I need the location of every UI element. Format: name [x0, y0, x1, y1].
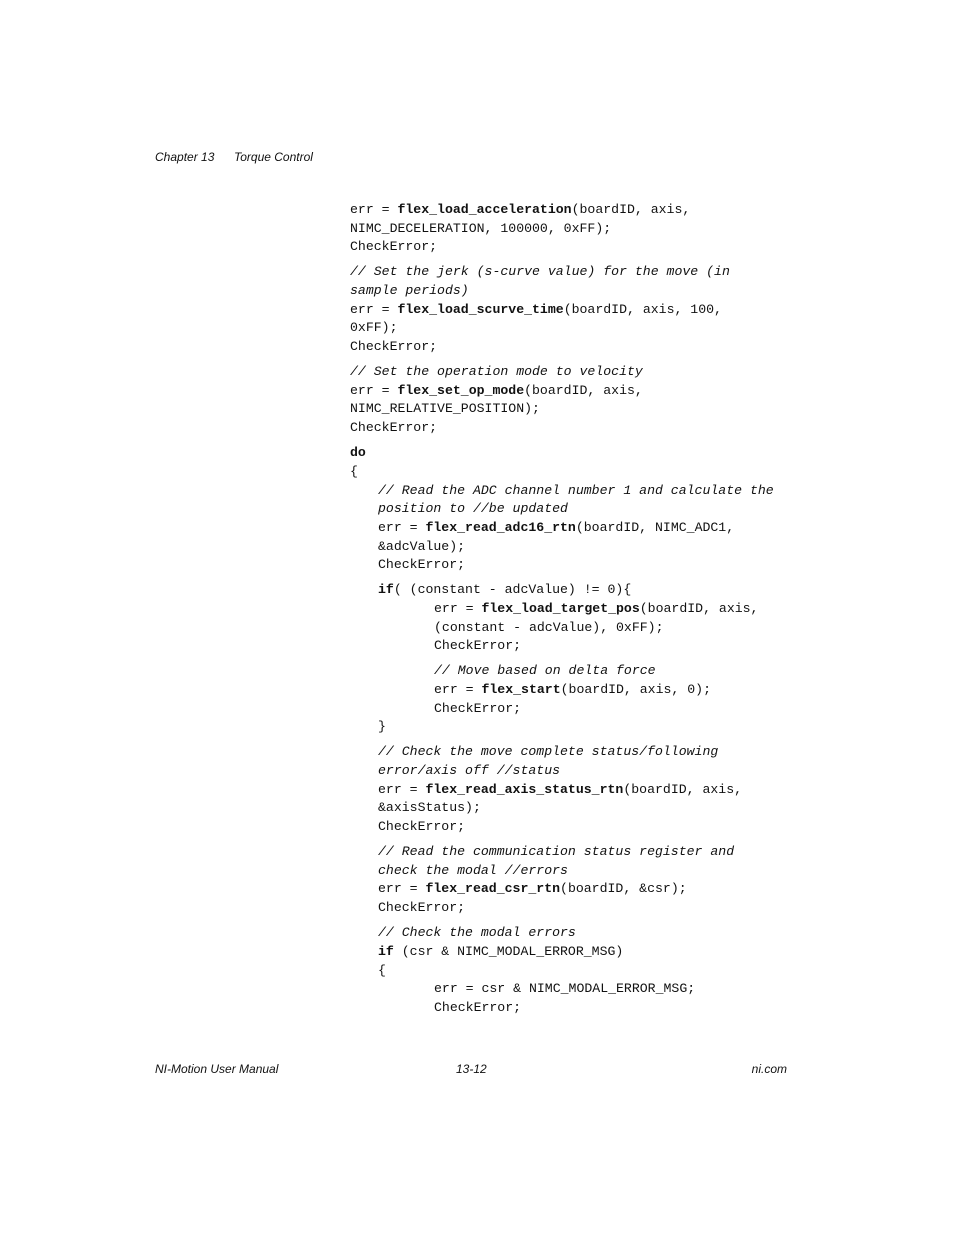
code-line [350, 762, 800, 781]
code-line [350, 301, 800, 320]
code-text: (boardID, &csr); [560, 881, 687, 897]
code-text: err = csr & NIMC_MODAL_ERROR_MSG; [434, 981, 696, 997]
code-line [350, 556, 800, 575]
code-text: (constant - adcValue), 0xFF); [434, 619, 664, 635]
code-text: CheckError; [350, 339, 438, 355]
code-text: &axisStatus); [378, 800, 481, 816]
code-line [350, 400, 800, 419]
code-text: ( (constant - adcValue) != 0){ [393, 582, 632, 598]
section-title: Torque Control [234, 150, 313, 164]
code-keyword: flex_start [481, 681, 561, 697]
code-comment: // Set the operation mode to velocity [350, 364, 643, 380]
code-line [350, 843, 800, 862]
code-line [350, 681, 800, 700]
code-text: err = [350, 382, 398, 398]
code-line [350, 538, 800, 557]
code-text: CheckError; [378, 819, 466, 835]
code-text: err = [378, 519, 426, 535]
code-text: (boardID, axis, [639, 600, 759, 616]
code-text: (boardID, axis, 100, [563, 301, 722, 317]
code-listing [350, 201, 800, 1018]
code-line [350, 600, 800, 619]
code-line [350, 718, 800, 737]
code-text: } [378, 719, 386, 735]
code-text: CheckError; [434, 999, 522, 1015]
code-line [350, 637, 800, 656]
code-line [350, 519, 800, 538]
code-comment: // Read the ADC channel number 1 and calculate the [378, 482, 774, 498]
code-text: 0xFF); [350, 320, 398, 336]
code-text: (boardID, axis, [524, 382, 643, 398]
code-comment: // Set the jerk (s-curve value) for the move (in [350, 264, 730, 280]
code-comment: sample periods) [350, 283, 469, 299]
code-line [350, 263, 800, 282]
code-line [350, 899, 800, 918]
code-line [350, 319, 800, 338]
code-comment: // Move based on delta force [434, 663, 656, 679]
code-text: CheckError; [378, 900, 466, 916]
page-header [155, 150, 313, 164]
code-text: (boardID, axis, [623, 781, 743, 797]
code-line [350, 999, 800, 1018]
code-keyword: flex_load_scurve_time [397, 301, 564, 317]
code-line [350, 463, 800, 482]
code-text: err = [378, 881, 426, 897]
code-text: (boardID, NIMC_ADC1, [575, 519, 735, 535]
code-line [350, 201, 800, 220]
code-line [350, 619, 800, 638]
code-line [350, 880, 800, 899]
code-comment: // Check the move complete status/following [378, 744, 719, 760]
code-keyword: do [350, 445, 366, 461]
code-line [350, 862, 800, 881]
code-text: CheckError; [434, 638, 522, 654]
code-line [350, 818, 800, 837]
code-keyword: flex_read_csr_rtn [425, 881, 561, 897]
code-keyword: if [378, 582, 394, 598]
code-line [350, 419, 800, 438]
code-line [350, 962, 800, 981]
code-text: (csr & NIMC_MODAL_ERROR_MSG) [393, 943, 624, 959]
code-comment: // Read the communication status register and [378, 844, 735, 860]
code-text: CheckError; [434, 700, 522, 716]
code-text: err = [350, 301, 398, 317]
code-keyword: flex_set_op_mode [397, 382, 525, 398]
code-keyword: flex_read_adc16_rtn [425, 519, 576, 535]
code-text: CheckError; [378, 557, 466, 573]
code-line [350, 743, 800, 762]
code-line [350, 980, 800, 999]
code-line [350, 700, 800, 719]
code-line [350, 924, 800, 943]
code-text: CheckError; [350, 420, 438, 436]
code-text: err = [434, 600, 482, 616]
website: ni.com [751, 1062, 787, 1076]
code-text: err = [434, 681, 482, 697]
code-text: err = [350, 202, 398, 217]
code-line [350, 662, 800, 681]
code-text: { [350, 463, 358, 479]
code-text: (boardID, axis, [571, 202, 691, 217]
code-text: NIMC_DECELERATION, 100000, 0xFF); [350, 220, 612, 236]
page-number: 13-12 [456, 1062, 487, 1076]
code-keyword: if [378, 943, 394, 959]
code-comment: position to //be updated [378, 501, 568, 517]
code-comment: // Check the modal errors [378, 925, 576, 941]
code-line [350, 943, 800, 962]
code-keyword: flex_load_target_pos [481, 600, 640, 616]
code-line [350, 444, 800, 463]
manual-title: NI-Motion User Manual [155, 1062, 279, 1076]
code-text: &adcValue); [378, 538, 466, 554]
chapter-label: Chapter 13 [155, 150, 215, 164]
code-text: CheckError; [350, 239, 438, 255]
code-text: err = [378, 781, 426, 797]
code-line [350, 382, 800, 401]
code-line [350, 500, 800, 519]
code-text: { [378, 962, 386, 978]
code-line [350, 581, 800, 600]
code-line [350, 363, 800, 382]
page-footer [155, 1062, 787, 1078]
code-keyword: flex_load_acceleration [397, 202, 572, 217]
code-line [350, 338, 800, 357]
code-text: (boardID, axis, 0); [560, 681, 711, 697]
code-comment: check the modal //errors [378, 862, 568, 878]
code-comment: error/axis off //status [378, 763, 561, 779]
code-line [350, 282, 800, 301]
code-line [350, 220, 800, 239]
code-line [350, 482, 800, 501]
code-keyword: flex_read_axis_status_rtn [425, 781, 624, 797]
code-line [350, 799, 800, 818]
code-line [350, 781, 800, 800]
code-text: NIMC_RELATIVE_POSITION); [350, 401, 540, 417]
code-line [350, 238, 800, 257]
